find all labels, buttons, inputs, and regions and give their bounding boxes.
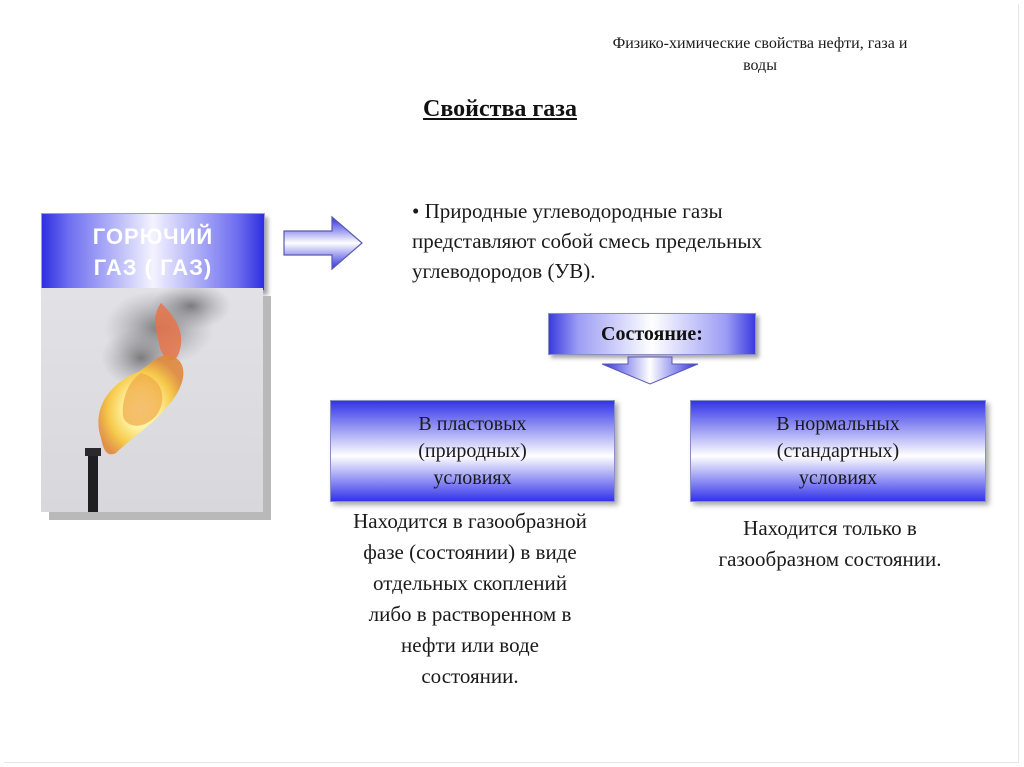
bullet-icon: •: [412, 199, 420, 223]
intro-text: [412, 196, 932, 286]
gas-label-line-2: ГАЗ ( ГАЗ): [93, 255, 213, 280]
gas-flare-photo: [41, 288, 263, 512]
condition-standard-box: [690, 400, 986, 502]
arrow-down-icon: [600, 356, 700, 386]
reservoir-desc-line-4: либо в растворенном в: [368, 602, 572, 626]
flare-stack: [88, 453, 98, 512]
reservoir-desc-line-3: отдельных скоплений: [373, 571, 567, 595]
state-label-box: Состояние:: [548, 313, 756, 355]
reservoir-desc-line-2: фазе (состоянии) в виде: [363, 540, 577, 564]
page-title: Свойства газа: [423, 96, 577, 122]
reservoir-description: [300, 506, 640, 692]
flare-stack-cap: [85, 448, 101, 456]
standard-desc-line-1: Находится только в: [743, 516, 917, 540]
condition-standard-line-2: (стандартных): [776, 439, 900, 462]
condition-reservoir-box: [330, 400, 615, 502]
intro-line-1: [412, 196, 932, 226]
gas-flare-illustration: [41, 288, 263, 512]
intro-line-1-text: Природные углеводородные газы: [424, 199, 723, 223]
standard-description: [660, 513, 1000, 575]
slide-header: [560, 33, 960, 77]
condition-standard-line-3: условиях: [798, 466, 878, 489]
condition-reservoir-line-2: (природных): [418, 439, 527, 462]
condition-reservoir-line-3: условиях: [433, 466, 512, 489]
reservoir-desc-line-1: Находится в газообразной: [353, 509, 587, 533]
reservoir-desc-line-5: нефти или воде: [401, 633, 539, 657]
gas-label-line-1: ГОРЮЧИЙ: [92, 224, 214, 249]
arrow-right-icon: [282, 215, 364, 271]
standard-desc-line-2: газообразном состоянии.: [718, 547, 942, 571]
condition-reservoir-line-1: В пластовых: [418, 412, 527, 435]
header-line-1: Физико-химические свойства нефти, газа и: [612, 35, 908, 52]
intro-line-3: углеводородов (УВ).: [412, 259, 596, 283]
gas-label-box: [41, 213, 265, 291]
intro-line-2: представляют собой смесь предельных: [412, 229, 762, 253]
header-line-2: воды: [743, 57, 777, 74]
condition-standard-line-1: В нормальных: [776, 412, 900, 435]
reservoir-desc-line-6: состоянии.: [421, 664, 519, 688]
